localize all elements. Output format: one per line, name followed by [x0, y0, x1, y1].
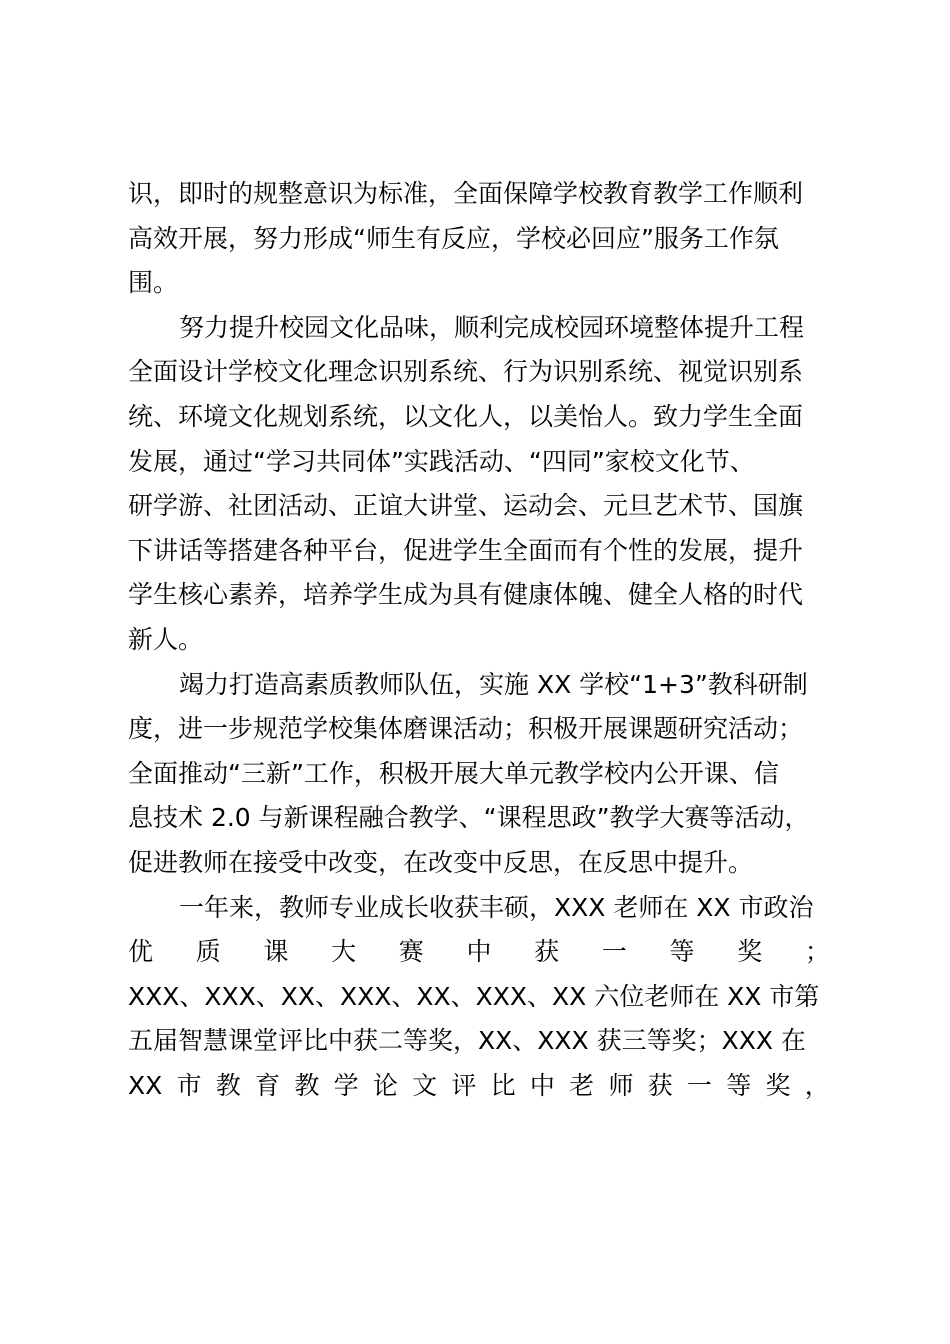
spaced-char: 比: [490, 1070, 516, 1100]
spaced-char: 市: [176, 1070, 202, 1100]
spaced-char: 育: [255, 1070, 281, 1100]
spaced-char: 一: [686, 1070, 712, 1100]
spaced-char: 课: [263, 937, 289, 967]
spaced-char: 质: [195, 937, 221, 967]
spaced-char: 大: [331, 937, 357, 967]
spaced-char: 等: [669, 937, 695, 967]
spaced-char: 教: [215, 1070, 241, 1100]
text-line: 促进教师在接受中改变，在改变中反思，在反思中提升。: [128, 847, 754, 877]
text-line: 学生核心素养，培养学生成为具有健康体魄、健全人格的时代: [128, 580, 804, 610]
spaced-char: 赛: [398, 937, 424, 967]
text-line: 围。: [128, 268, 179, 298]
spaced-char: 教: [294, 1070, 320, 1100]
spaced-char: 奖: [765, 1070, 791, 1100]
spaced-char: 中: [529, 1070, 555, 1100]
text-line: 新人。: [128, 624, 204, 654]
spaced-char: 师: [608, 1070, 634, 1100]
paragraph-start-line: 一年来，教师专业成长收获丰硕，XXX 老师在 XX 市政治: [179, 892, 814, 922]
spaced-char: XX: [128, 1070, 163, 1100]
text-line: 识，即时的规整意识为标准，全面保障学校教育教学工作顺利: [128, 179, 804, 208]
text-line: 发展，通过“学习共同体”实践活动、“四同”家校文化节、: [128, 446, 755, 476]
text-line: 息技术 2.0 与新课程融合教学、“课程思政”教学大赛等活动，: [128, 803, 810, 833]
body-text: [128, 172, 830, 1108]
text-line: 统、环境文化规划系统，以文化人，以美怡人。致力学生全面: [128, 401, 804, 431]
spaced-char: 论: [372, 1070, 398, 1100]
spaced-char: 等: [726, 1070, 752, 1100]
text-line: 全面推动“三新”工作，积极开展大单元教学校内公开课、信: [128, 758, 779, 788]
text-line: 五届智慧课堂评比中获二等奖，XX、XXX 获三等奖；XXX 在: [128, 1026, 806, 1056]
justified-line: [128, 930, 830, 975]
spaced-char: 老: [569, 1070, 595, 1100]
paragraph-start-line: 努力提升校园文化品味，顺利完成校园环境整体提升工程: [179, 312, 805, 342]
spaced-char: 获: [534, 937, 560, 967]
spaced-char: 获: [647, 1070, 673, 1100]
justified-line: [128, 1064, 830, 1109]
spaced-char: ，: [804, 1070, 830, 1100]
spaced-char: ；: [804, 937, 830, 967]
spaced-char: 文: [412, 1070, 438, 1100]
text-line: 全面设计学校文化理念识别系统、行为识别系统、视觉识别系: [128, 357, 804, 387]
spaced-char: 一: [601, 937, 627, 967]
text-line: XXX、XXX、XX、XXX、XX、XXX、XX 六位老师在 XX 市第: [128, 981, 820, 1011]
text-line: 下讲话等搭建各种平台，促进学生全面而有个性的发展，提升: [128, 535, 804, 565]
paragraph-start-line: 竭力打造高素质教师队伍，实施 XX 学校“1+3”教科研制: [179, 669, 808, 699]
text-line: 高效开展，努力形成“师生有反应，学校必回应”服务工作氛: [128, 223, 779, 253]
spaced-char: 优: [128, 937, 154, 967]
spaced-char: 评: [451, 1070, 477, 1100]
spaced-char: 学: [333, 1070, 359, 1100]
spaced-char: 奖: [737, 937, 763, 967]
text-line: 度，进一步规范学校集体磨课活动；积极开展课题研究活动；: [128, 714, 804, 744]
spaced-char: 中: [466, 937, 492, 967]
text-line: 研学游、社团活动、正谊大讲堂、运动会、元旦艺术节、国旗: [128, 491, 804, 521]
